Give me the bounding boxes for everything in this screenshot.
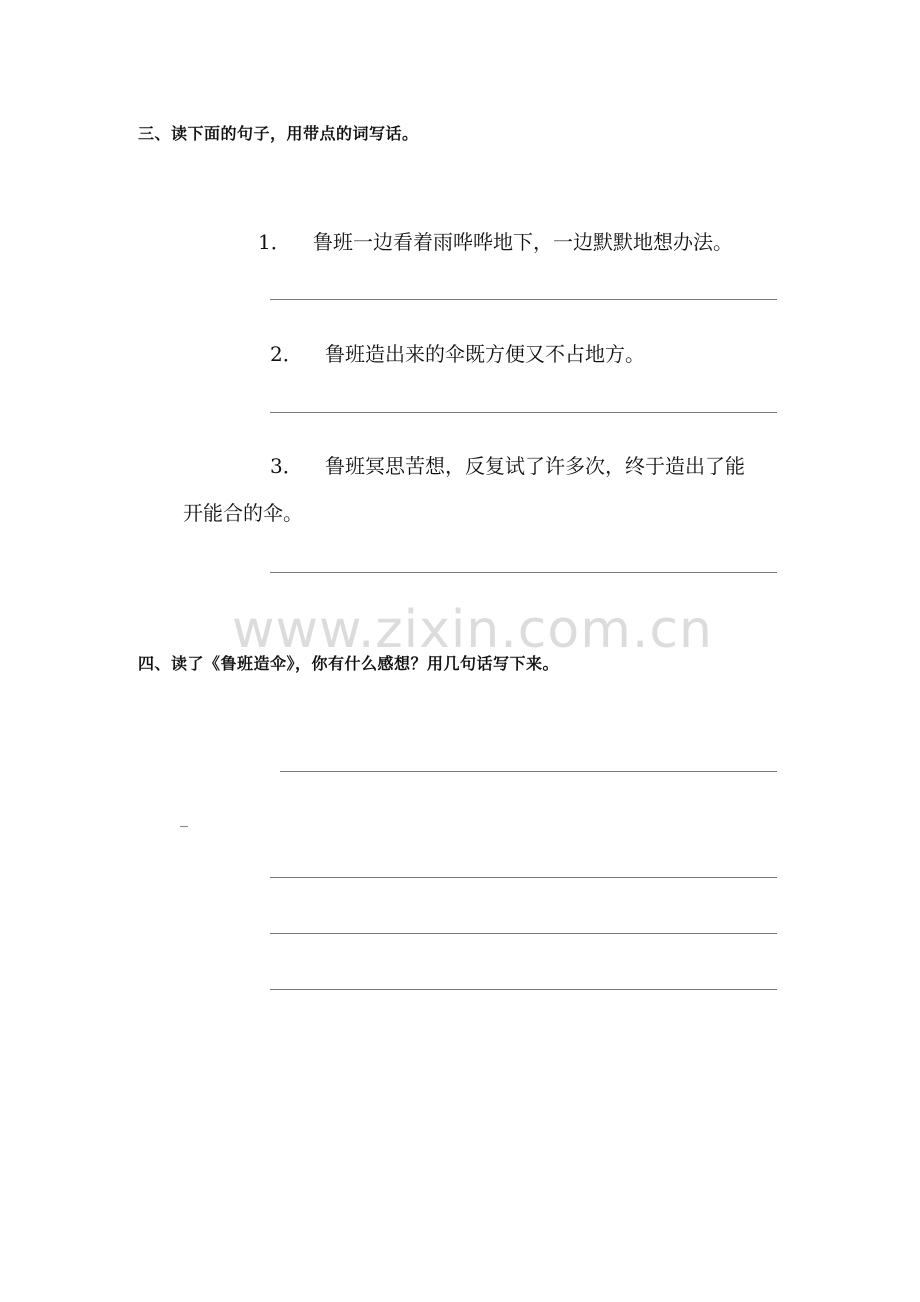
answer-line-1[interactable]	[270, 299, 777, 300]
section-4-heading: 四、读了《鲁班造伞》，你有什么感想？用几句话写下来。	[138, 654, 560, 673]
question-3-line-2: 开能合的伞。	[183, 501, 303, 525]
question-3-number: 3．	[270, 454, 303, 478]
question-3-text: 鲁班冥思苦想，反复试了许多次，终于造出了能	[325, 454, 745, 478]
section-3-heading: 三、读下面的句子，用带点的词写话。	[138, 124, 419, 143]
answer-line-6[interactable]	[270, 933, 777, 934]
answer-line-3[interactable]	[270, 572, 777, 573]
question-1	[258, 226, 733, 255]
question-1-text: 鲁班一边看着雨哗哗地下，一边默默地想办法。	[313, 230, 733, 254]
watermark: www.zixin.com.cn	[232, 600, 713, 660]
question-2	[270, 338, 645, 367]
answer-line-2[interactable]	[270, 412, 777, 413]
answer-line-5[interactable]	[270, 877, 777, 878]
question-1-number: 1．	[258, 230, 291, 254]
answer-line-7[interactable]	[270, 989, 777, 990]
question-2-text: 鲁班造出来的伞既方便又不占地方。	[325, 342, 645, 366]
question-3-line-1	[270, 450, 745, 479]
stray-mark: _	[180, 808, 188, 827]
answer-line-4[interactable]	[280, 771, 777, 772]
question-2-number: 2．	[270, 342, 303, 366]
